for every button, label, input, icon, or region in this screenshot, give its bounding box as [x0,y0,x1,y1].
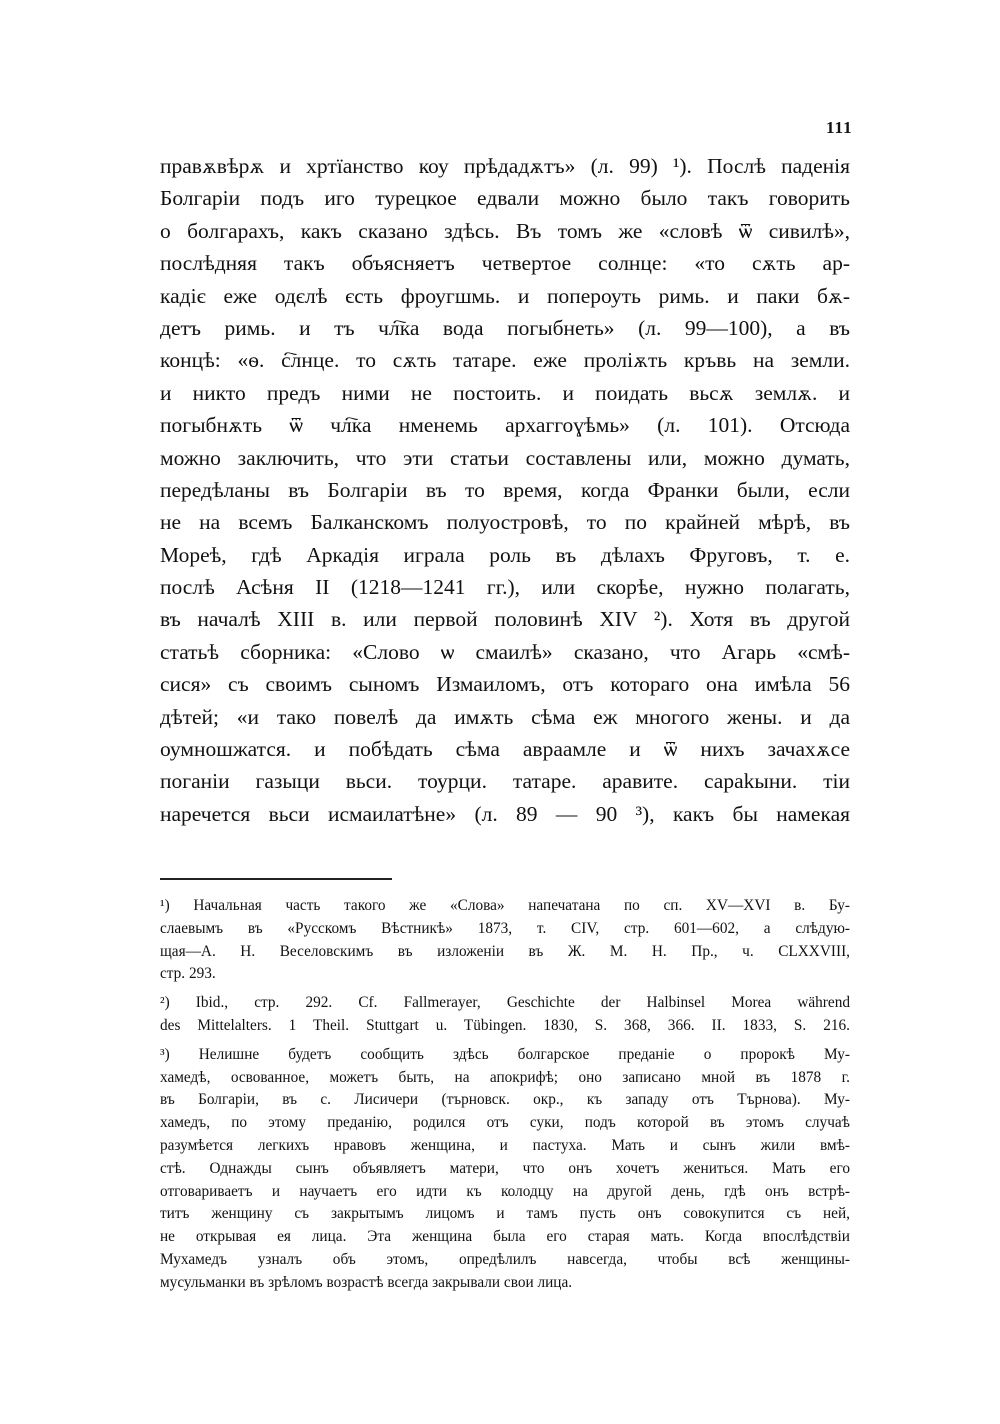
footnote-line: стр. 293. [160,965,216,983]
footnote-line: ³) Нелишне будетъ сообщить здѣсь болгарское преданіе о пророкѣ Му- [160,1045,850,1063]
footnotes [160,895,850,1295]
footnote-line: отговариваетъ и научаетъ его идти къ колодцу на другой день, гдѣ онъ встрѣ- [160,1182,850,1200]
text-line: погыбнѫть ѿ чл҇ка нменемь архаггоɣѣмь» (л. 101). Отсюда [160,413,850,438]
footnote-line: стѣ. Однажды сынъ объявляетъ матери, что онъ хочетъ жениться. Мать его [160,1159,850,1177]
text-line: правѫвѣрѫ и хртїанство коу прѣдадѫтъ» (л. 99) ¹). Послѣ паденія [160,154,850,178]
text-line: детъ римь. и тъ чл҇ка вода погыбнеть» (л. 99—100), а въ [160,315,850,340]
footnote-separator [160,878,392,880]
footnote-line: титъ женщину съ закрытымъ лицомъ и тамъ пусть онъ совокупится съ ней, [160,1205,850,1223]
footnote-1 [160,895,850,986]
footnote-line: слаевымъ въ «Русскомъ Вѣстникѣ» 1873, т. CIV, стр. 601—602, а слѣдую- [160,919,850,937]
text-line: наречется вьси исмаилатѣне» (л. 89 — 90 ³), какъ бы намекая [160,801,850,826]
main-text [160,150,850,830]
text-line: поганіи газыци вьси. тоурци. татаре. аравите. сараkыни. тіи [160,769,850,794]
footnote-line: des Mittelalters. 1 Theil. Stuttgart u. Tübingen. 1830, S. 368, 366. II. 1833, S. 216. [160,1016,850,1034]
footnote-line: въ Болгаріи, въ с. Лисичери (търновск. окр., къ западу отъ Търнова). Му- [160,1091,850,1109]
text-line: послѣдняя такъ объясняетъ четвертое солнце: «то сѫть ар- [160,251,850,276]
footnote-line: Мухамедъ узналъ объ этомъ, опредѣлилъ навсегда, чтобы всѣ женщины- [160,1250,850,1268]
text-line: статьѣ сборника: «Слово ѡ смаилѣ» сказано, что Агарь «смѣ- [160,639,850,664]
text-line: можно заключить, что эти статьи составлены или, можно думать, [160,445,850,470]
footnote-line: ¹) Начальная часть такого же «Слова» напечатана по сп. XV—XVI в. Бу- [160,897,850,914]
text-line: въ началѣ XIII в. или первой половинѣ XIV ²). Хотя въ другой [160,607,850,632]
text-line: дѣтей; «и тако повелѣ да имѫть сѣма еж многого жены. и да [160,704,850,729]
text-line: концѣ: «ѳ. с҇лнце. то сѫть татаре. еже проліѫть кръвь на земли. [160,348,850,373]
footnote-line: хамедъ, по этому преданію, родился отъ суки, подъ которой въ этомъ случаѣ [160,1114,850,1132]
footnote-3 [160,1044,850,1295]
text-line: Болгаріи подъ иго турецкое едвали можно было такъ говорить [160,186,850,211]
text-line: о болгарахъ, какъ сказано здѣсь. Въ томъ же «словѣ ѿ сивилѣ», [160,218,850,243]
text-line: сися» съ своимъ сыномъ Измаиломъ, отъ котораго она имѣла 56 [160,672,850,697]
footnote-line: щая—А. Н. Веселовскимъ въ изложеніи въ Ж. М. Н. Пр., ч. CLXXVIII, [160,942,850,960]
footnote-line: не открывая ея лица. Эта женщина была его старая мать. Когда впослѣдствіи [160,1228,850,1246]
footnote-2 [160,992,850,1038]
footnote-line: разумѣется легкихъ нравовъ женщина, и пастуха. Мать и сынъ жили вмѣ- [160,1136,850,1154]
footnote-line: хамедѣ, освованное, можетъ быть, на апокрифѣ; оно записано мной въ 1878 г. [160,1068,850,1086]
text-line: оумношжатся. и побѣдать сѣма авраамле и ѿ нихъ зачахѫсе [160,737,850,762]
text-line: кадіє еже одєлѣ єсть фроугшмь. и попероуть римь. и паки бѫ- [160,283,850,308]
page-number: 111 [826,118,853,137]
text-line: и никто предъ ними не постоить. и поидать вьсѫ землѫ. и [160,380,850,405]
text-line: не на всемъ Балканскомъ полуостровѣ, то по крайней мѣрѣ, въ [160,510,850,535]
text-line: послѣ Асѣня II (1218—1241 гг.), или скорѣе, нужно полагать, [160,575,850,600]
footnote-line: мусульманки въ зрѣломъ возрастѣ всегда закрывали свои лица. [160,1273,573,1291]
footnote-line: ²) Ibid., стр. 292. Cf. Fallmerayer, Geschichte der Halbinsel Morea während [160,994,850,1012]
text-line: передѣланы въ Болгаріи въ то время, когда Франки были, если [160,477,850,502]
text-line: Мореѣ, гдѣ Аркадія играла роль въ дѣлахъ Фруговъ, т. е. [160,542,850,567]
